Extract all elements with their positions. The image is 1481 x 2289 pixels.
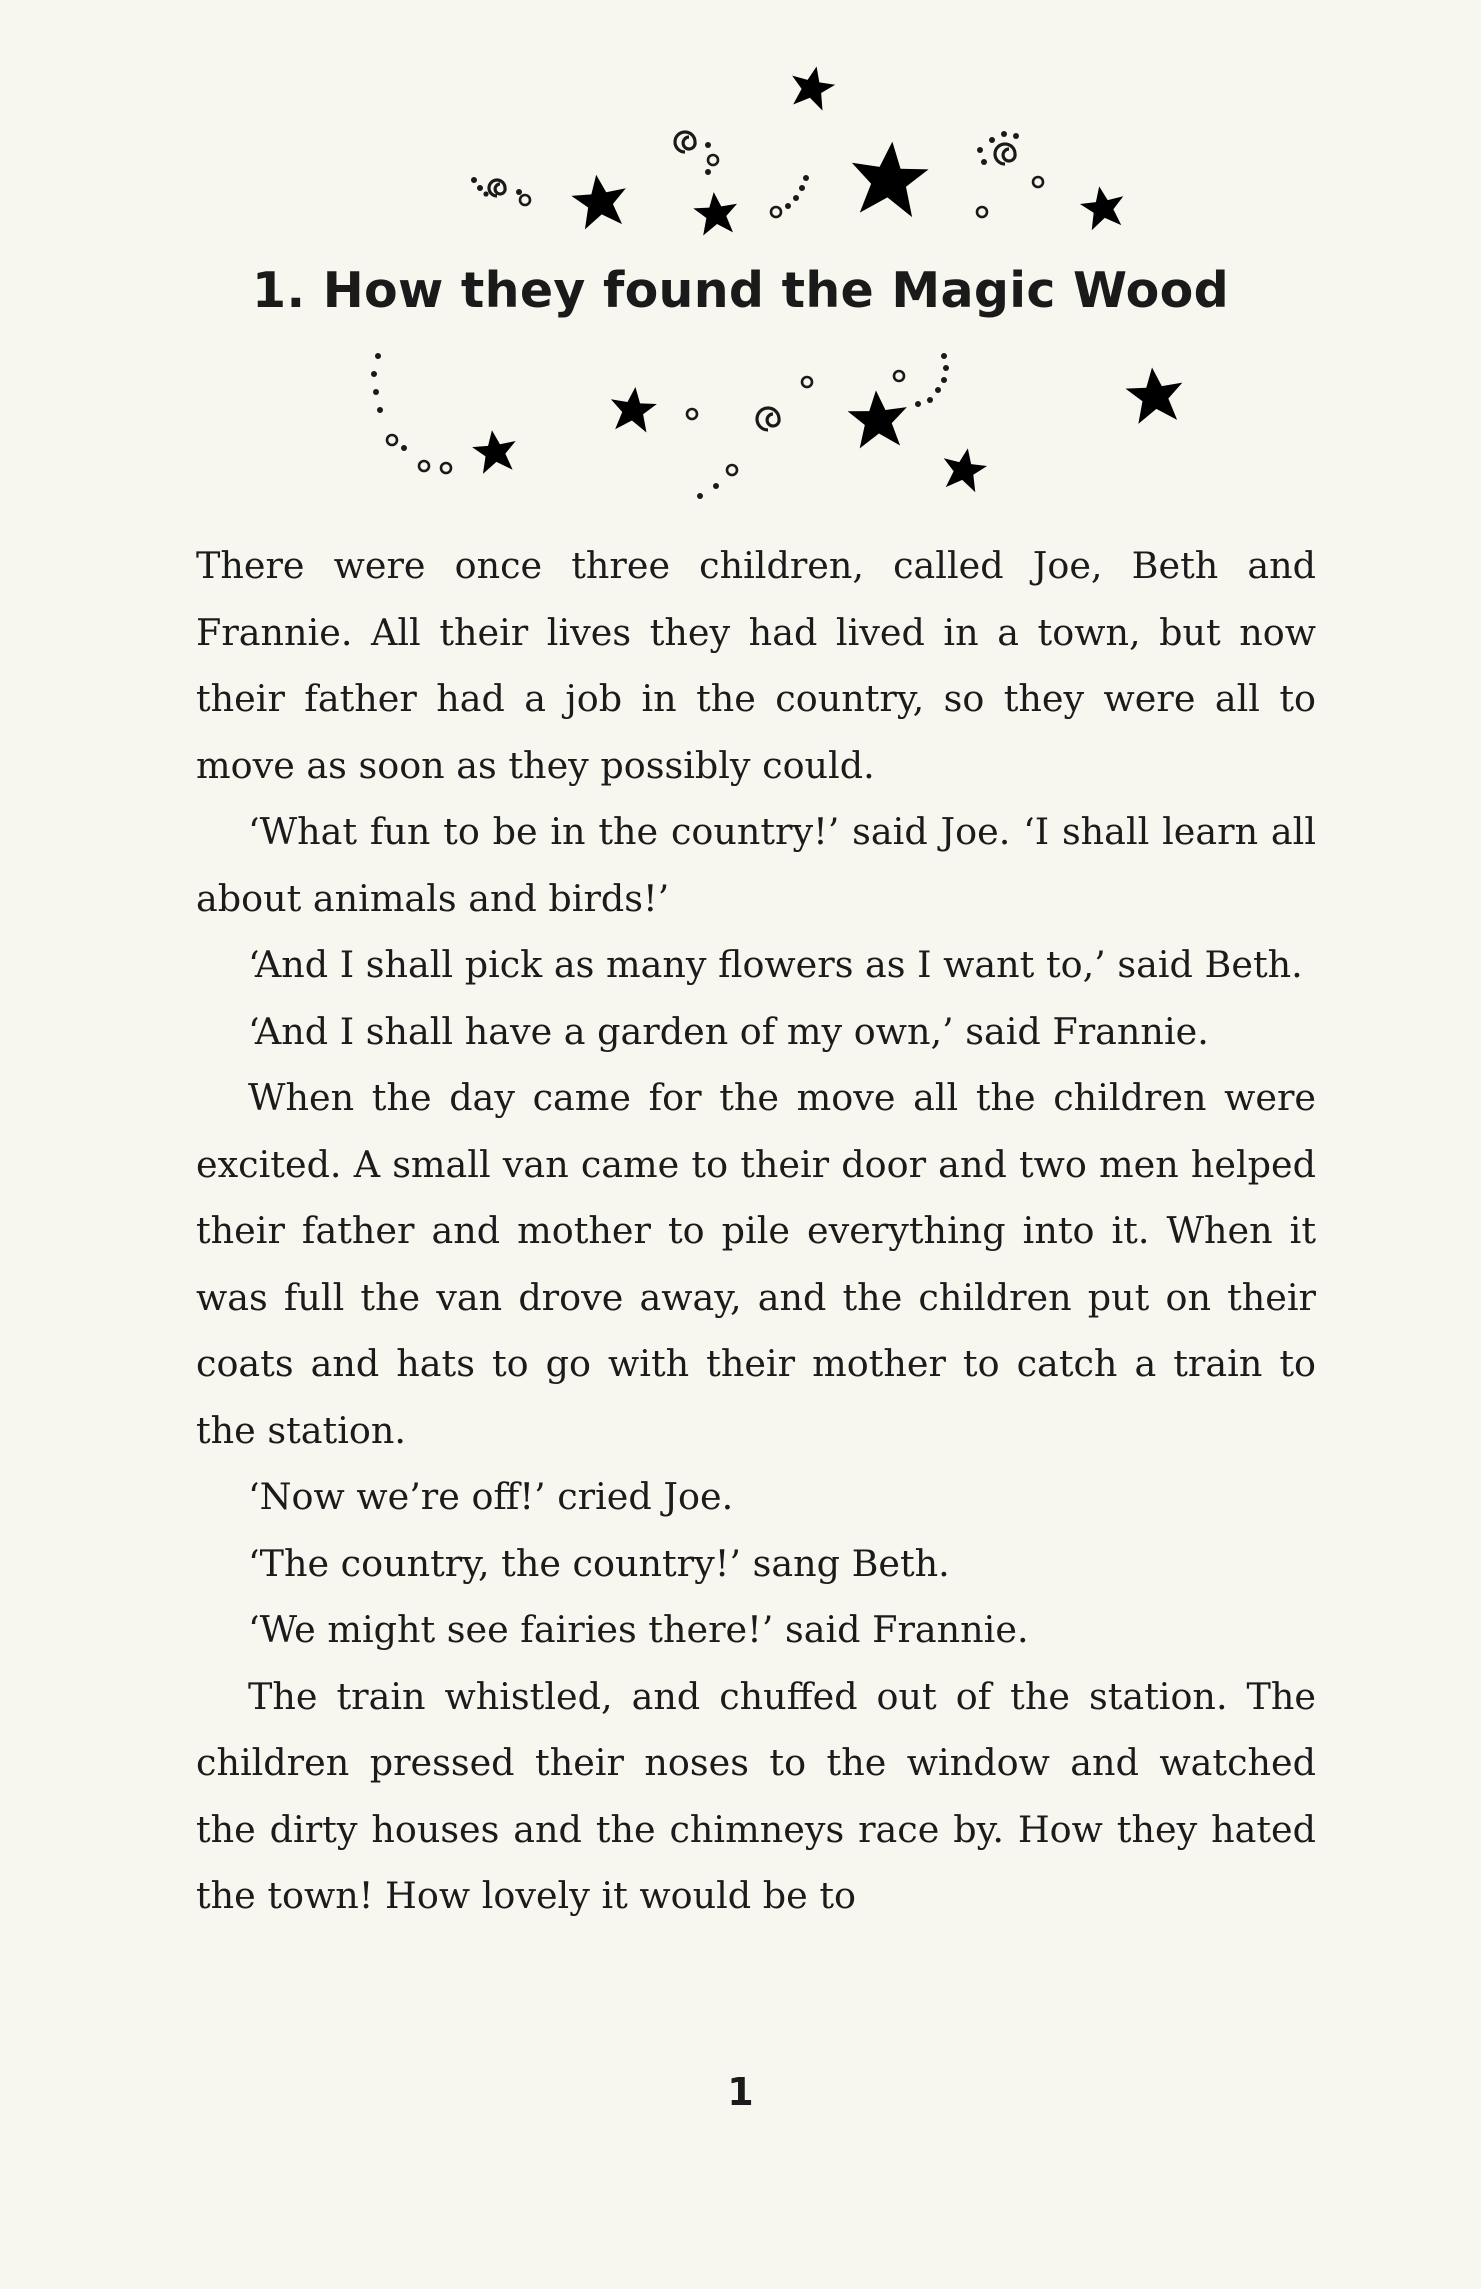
star-icon (848, 138, 931, 218)
paragraph: ‘The country, the country!’ sang Beth. (248, 1541, 950, 1585)
swirl-icon (471, 177, 530, 205)
paragraph: ‘And I shall have a garden of my own,’ said Frannie. (248, 1009, 1209, 1053)
paragraph: ‘What fun to be in the country!’ said Joe. ‘I shall learn all about animals and birds!’ (196, 810, 1316, 920)
paragraph: The train whistled, and chuffed out of the station. The children pressed their noses to the window and watched the dirty houses and the chimneys race by. How they hated the town! How lovely it would be to (196, 1674, 1316, 1917)
star-icon (846, 388, 909, 449)
paragraph: When the day came for the move all the children were excited. A small van came to their door and two men helped their father and mother to pile everything into it. When it was full the van drove away, and the children put on their coats and hats to go with their mother to catch a train to the station. (196, 1076, 1316, 1452)
star-icon (608, 385, 659, 434)
swirl-icon (697, 377, 812, 499)
swirl-icon (771, 175, 809, 217)
paragraph: ‘Now we’re off!’ cried Joe. (248, 1475, 734, 1518)
page-number: 1 (727, 2070, 754, 2114)
chapter-body (196, 533, 1316, 1930)
paragraph: There were once three children, called Joe, Beth and Frannie. All their lives they had lived in a town, but now their father had a job in the country, so they were all to move as soon as they possibly could. (196, 544, 1316, 787)
star-icon (470, 427, 519, 475)
swirl-icon (675, 132, 718, 175)
chapter-title: 1. How they found the Magic Wood (252, 262, 1229, 319)
star-icon (939, 445, 990, 494)
star-icon (786, 62, 838, 112)
star-icon (569, 171, 631, 231)
swirl-icon (371, 353, 451, 473)
paragraph: ‘And I shall pick as many flowers as I want to,’ said Beth. (248, 943, 1303, 986)
star-icon (1078, 183, 1129, 232)
swirl-icon (894, 353, 949, 407)
paragraph: ‘We might see fairies there!’ said Frannie. (248, 1608, 1029, 1651)
star-icon (1124, 365, 1187, 425)
star-icon (692, 190, 740, 236)
swirl-icon (977, 131, 1043, 217)
